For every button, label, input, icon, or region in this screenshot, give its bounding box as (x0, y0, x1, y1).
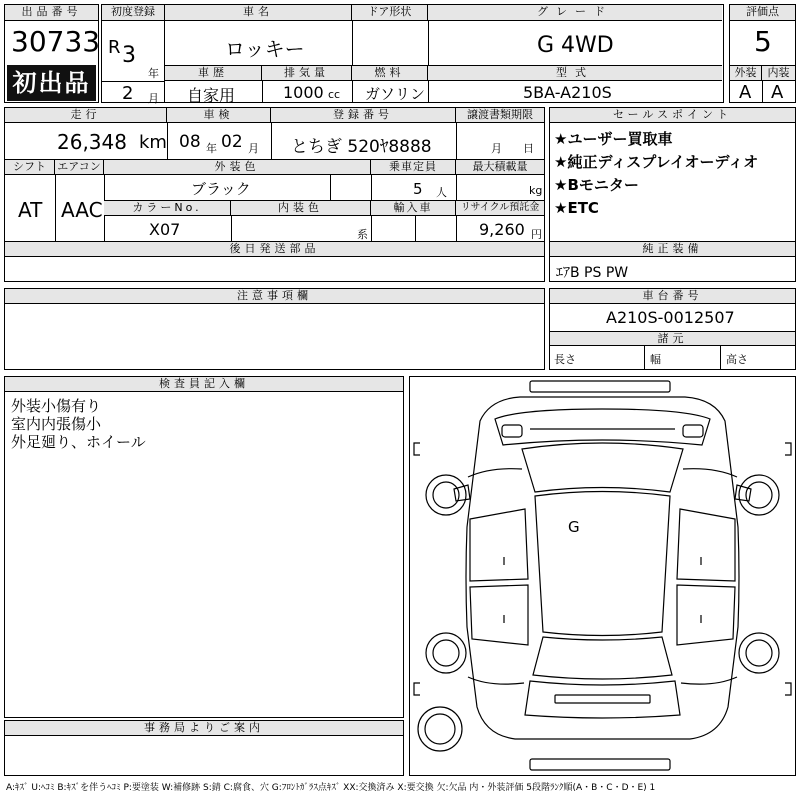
recycle-fee-unit: 円 (531, 228, 542, 241)
inspection-year: 08 (179, 132, 201, 152)
sales-points-panel (549, 107, 796, 242)
car-body-outline (466, 397, 739, 739)
displacement-unit: cc (328, 88, 341, 101)
car-condition-diagram (410, 377, 795, 775)
aircon-label: エアコン (55, 160, 104, 175)
interior-color-label: 内装色 (231, 201, 371, 216)
capacity-label: 乗車定員 (371, 160, 456, 175)
wheel-rear-left (426, 633, 466, 673)
door-type-label: ドア形状 (352, 5, 428, 21)
windshield (522, 443, 683, 492)
interior-grade-label: 内装 (762, 66, 795, 81)
first-registration-month-unit: 月 (148, 92, 159, 105)
sales-point: ★純正ディスプレイオーディオ (554, 153, 759, 171)
inspection-label: 車検 (167, 108, 271, 123)
genuine-equipment-label: 純正装備 (550, 242, 795, 257)
headlight-left (502, 425, 522, 437)
mileage-unit: km (139, 132, 167, 153)
inspector-note: 室内内張傷小 (11, 415, 102, 433)
later-parts-label: 後日発送部品 (5, 242, 544, 257)
notes-panel (4, 288, 545, 370)
chassis-number: A210S-0012507 (606, 308, 735, 327)
damage-legend: A:ｷｽﾞ U:ﾍｺﾐ B:ｷｽﾞを伴うﾍｺﾐ P:要塗装 W:補修跡 S:錆 C:腐食、穴 G:ﾌﾛﾝﾄｶﾞﾗｽ点ｷｽﾞ XX:交換済み X:要交換 欠:欠品 内・外装評価 5段階ﾗﾝｸ順(A・B・C・D・E) 1 (6, 783, 656, 793)
vehicle-details-panel (4, 107, 545, 242)
shift: AT (18, 198, 43, 222)
exterior-grade: A (739, 82, 752, 103)
sales-point: ★ETC (554, 199, 599, 217)
inspection-month: 02 (221, 132, 243, 152)
office-label: 事務局よりご案内 (5, 721, 403, 736)
transfer-day-unit: 日 (523, 142, 534, 155)
genuine-equipment: ｴｱB PS PW (556, 265, 629, 281)
wheel-rear-right (739, 633, 779, 673)
score-label: 評価点 (730, 5, 795, 21)
first-registration-year-unit: 年 (148, 67, 159, 80)
exterior-color-label: 外装色 (104, 160, 371, 175)
displacement-label: 排気量 (262, 66, 352, 81)
import-label: 輸入車 (371, 201, 456, 216)
first-registration-era: R (108, 37, 121, 58)
inspector-label: 検査員記入欄 (5, 377, 403, 392)
width-label: 幅 (650, 353, 661, 366)
lot-number: 30733 (11, 25, 101, 58)
score-panel (729, 4, 796, 103)
car-name-label: 車名 (165, 5, 352, 21)
first-registration-month: 2 (122, 83, 134, 104)
inspector-note: 外足廻り、ホイール (11, 433, 146, 451)
car-name: ロッキー (225, 37, 305, 61)
grade-label: グレード (428, 5, 722, 21)
wheel-front-right (739, 475, 779, 515)
lot-number-panel (4, 4, 99, 103)
exterior-grade-label: 外装 (730, 66, 762, 81)
aircon: AAC (61, 198, 103, 222)
plate-label: 登録番号 (271, 108, 456, 123)
front-bumper (530, 381, 670, 392)
fuel-label: 燃料 (352, 66, 428, 81)
front-door-left (470, 509, 528, 581)
rear-door-left (470, 585, 528, 645)
plate-number: とちぎ 520ﾔ8888 (291, 137, 432, 157)
color-no-label: カラーNo. (104, 201, 231, 216)
shift-label: シフト (5, 160, 55, 175)
rear-window (533, 637, 672, 679)
capacity-unit: 人 (436, 186, 447, 199)
grade: G 4WD (537, 33, 614, 58)
first-registration-label: 初度登録 (102, 5, 164, 21)
height-label: 高さ (726, 353, 748, 366)
transfer-label: 譲渡書類期限 (456, 108, 544, 123)
lot-number-label: 出品番号 (5, 5, 98, 21)
car-history-label: 車歴 (165, 66, 262, 81)
first-registration-panel (101, 4, 165, 103)
notes-label: 注意事項欄 (5, 289, 544, 304)
model-code: 5BA-A210S (523, 83, 612, 102)
score: 5 (754, 25, 772, 58)
first-registration-year: 3 (122, 43, 136, 68)
recycle-label: リサイクル預託金 (456, 201, 544, 216)
inspector-note: 外装小傷有り (11, 397, 102, 415)
mileage-label: 走行 (5, 108, 167, 123)
car-diagram-panel (409, 376, 796, 776)
sales-point: ★Bモニター (554, 176, 639, 194)
interior-color-unit: 系 (357, 228, 368, 241)
roof (535, 492, 670, 636)
exterior-color: ブラック (191, 180, 251, 198)
max-load-label: 最大積載量 (456, 160, 544, 175)
car-history: 自家用 (187, 86, 236, 105)
vehicle-summary-panel (165, 4, 724, 103)
displacement: 1000 (283, 83, 324, 102)
front-door-right (677, 509, 735, 581)
max-load-unit: kg (529, 184, 543, 197)
capacity: 5 (413, 180, 423, 198)
interior-grade: A (771, 82, 784, 103)
rear-plate (555, 695, 650, 703)
inspector-panel (4, 376, 404, 718)
wheel-front-left (426, 475, 466, 515)
color-no: X07 (149, 220, 181, 239)
windshield-damage-mark: G (568, 518, 580, 536)
chassis-label: 車台番号 (550, 289, 795, 304)
model-code-label: 型式 (428, 66, 722, 81)
sales-point: ★ユーザー買取車 (554, 130, 673, 148)
later-parts-panel (4, 242, 545, 282)
length-label: 長さ (554, 353, 576, 366)
transfer-month-unit: 月 (491, 142, 502, 155)
genuine-equipment-panel (549, 242, 796, 282)
fuel: ガソリン (365, 85, 426, 103)
sales-points-label: セールスポイント (550, 108, 795, 123)
office-panel (4, 720, 404, 776)
rear-bumper (530, 759, 670, 770)
hood (495, 409, 710, 445)
trunk (525, 681, 680, 718)
headlight-right (683, 425, 703, 437)
rear-door-right (677, 585, 735, 645)
first-listing-badge: 初出品 (7, 65, 96, 101)
inspection-year-unit: 年 (206, 142, 217, 155)
dimensions-label: 諸元 (550, 331, 795, 346)
chassis-panel (549, 288, 796, 370)
recycle-fee: 9,260 (479, 220, 525, 239)
mileage: 26,348 (57, 130, 127, 154)
inspection-month-unit: 月 (248, 142, 259, 155)
